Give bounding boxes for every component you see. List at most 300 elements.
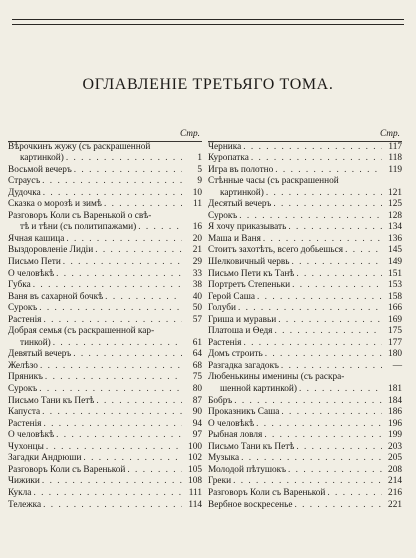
leader-dots: [263, 234, 382, 246]
toc-entry: [208, 326, 402, 338]
toc-entry-line: [8, 222, 202, 234]
toc-entry: [208, 419, 402, 431]
toc-entry-title: картинкой): [20, 153, 64, 164]
toc-entry-line: [8, 338, 202, 350]
toc-entry-line: [8, 315, 202, 327]
toc-entry: [208, 465, 402, 477]
toc-entry: [8, 384, 202, 396]
leader-dots: [288, 222, 382, 234]
leader-dots: [53, 338, 182, 350]
toc-entry-page: 153: [388, 280, 402, 291]
toc-entry-title: Сурокъ: [208, 210, 238, 221]
toc-entry-title: Стѣнные часы (съ раскрашенной: [208, 176, 339, 187]
toc-entry-title: Добрая семья (съ раскрашенной кар-: [8, 326, 155, 337]
leader-dots: [43, 315, 182, 327]
toc-entry-page: 57: [192, 314, 202, 325]
toc-entry-page: 134: [388, 222, 402, 233]
toc-entry-title: Письмо Пети: [8, 257, 61, 268]
toc-entry-page: 205: [388, 453, 402, 464]
toc-entry-line: [208, 500, 402, 512]
leader-dots: [296, 442, 382, 454]
toc-entry-page: 121: [388, 187, 402, 198]
toc-entry-line: [8, 245, 202, 257]
toc-entry-line: [8, 303, 202, 315]
toc-entry-title: Девятый вечеръ: [8, 349, 72, 360]
leader-dots: [73, 349, 182, 361]
leader-dots: [281, 361, 382, 373]
toc-entry: [208, 165, 402, 177]
toc-entry: [208, 222, 402, 234]
toc-entry: [8, 199, 202, 211]
toc-entry: [208, 199, 402, 211]
leader-dots: [296, 269, 382, 281]
leader-dots: [234, 396, 382, 408]
leader-dots: [281, 407, 382, 419]
toc-entry: [8, 396, 202, 408]
toc-entry-page: 203: [388, 441, 402, 452]
toc-entry-line: [208, 165, 402, 177]
toc-entry-line: [8, 269, 202, 281]
toc-entry-page: 105: [188, 464, 202, 475]
toc-entry: [8, 142, 202, 165]
toc-entry-line: [208, 315, 402, 327]
leader-dots: [138, 222, 182, 234]
toc-entry: [8, 465, 202, 477]
leader-dots: [257, 292, 382, 304]
toc-entry-page: 166: [388, 303, 402, 314]
toc-entry-line: [208, 245, 402, 257]
toc-entry-page: 61: [192, 337, 202, 348]
leader-dots: [42, 407, 182, 419]
toc-entry-page: 100: [188, 441, 202, 452]
toc-entry-line: [208, 372, 402, 384]
toc-entry-line: [208, 280, 402, 292]
leader-dots: [45, 372, 182, 384]
toc-entry-page: 145: [388, 245, 402, 256]
toc-entry-title: Шелковичный червь: [208, 257, 290, 268]
toc-entry-title: Дудочка: [8, 187, 41, 198]
toc-entry-line: [8, 142, 202, 154]
toc-entry-title: шенной картинкой): [220, 384, 297, 395]
toc-entry-title: Черника: [208, 141, 242, 152]
leader-dots: [243, 338, 382, 350]
leader-dots: [256, 419, 382, 431]
toc-entry-title: Письмо Тани къ Петѣ: [8, 395, 95, 406]
toc-entry-page: 38: [192, 280, 202, 291]
toc-entry-line: [208, 176, 402, 188]
leader-dots: [292, 280, 382, 292]
toc-entry-page: 9: [197, 176, 202, 187]
toc-entry-title: Стоитъ захотѣть, всего добьешься: [208, 245, 344, 256]
toc-entry: [208, 500, 402, 512]
leader-dots: [66, 153, 182, 165]
toc-entry: [208, 211, 402, 223]
toc-entry-title: Маша и Ваня: [208, 233, 261, 244]
toc-entry-title: Пряникъ: [8, 372, 43, 383]
toc-entry-line: [8, 465, 202, 477]
leader-dots: [278, 315, 382, 327]
leader-dots: [243, 142, 382, 154]
toc-entry: [208, 488, 402, 500]
leader-dots: [33, 280, 182, 292]
toc-entry-title: Гриша и муравьи: [208, 314, 277, 325]
toc-entry-line: [208, 257, 402, 269]
toc-entry: [8, 442, 202, 454]
leader-dots: [43, 500, 182, 512]
toc-entry-page: 118: [388, 153, 402, 164]
toc-entry-page: 180: [388, 349, 402, 360]
toc-entries-left: [8, 142, 202, 512]
toc-entry: [208, 453, 402, 465]
toc-entry-line: [8, 430, 202, 442]
leader-dots: [275, 165, 382, 177]
toc-entry-title: Греки: [208, 476, 232, 487]
toc-entry-page: 11: [193, 199, 202, 210]
toc-entry-line: [208, 442, 402, 454]
leader-dots: [83, 453, 182, 465]
toc-entry-line: [8, 165, 202, 177]
toc-entry-line: [208, 142, 402, 154]
toc-entry-line: [208, 326, 402, 338]
toc-entry: [8, 372, 202, 384]
toc-entry-line: [8, 326, 202, 338]
toc-entry-page: 149: [388, 257, 402, 268]
toc-entry-line: [8, 384, 202, 396]
toc-entry-title: Портретъ Степеньки: [208, 280, 291, 291]
leader-dots: [42, 476, 182, 488]
toc-entry-page: —: [392, 360, 402, 371]
toc-entry: [8, 188, 202, 200]
toc-entry-line: [8, 396, 202, 408]
toc-entry-line: [208, 384, 402, 396]
toc-entry-page: 199: [388, 430, 402, 441]
toc-entry-page: 119: [388, 164, 402, 175]
leader-dots: [43, 188, 182, 200]
toc-entry-line: [8, 292, 202, 304]
leader-dots: [238, 303, 382, 315]
page-title: ОГЛАВЛЕНІЕ ТРЕТЬЯГО ТОМА.: [82, 76, 334, 93]
leader-dots: [43, 419, 182, 431]
toc-entry-page: 208: [388, 464, 402, 475]
toc-entry-page: 21: [192, 245, 202, 256]
toc-entry-title: Растенія: [8, 418, 42, 429]
toc-entry-title: Вербное воскресенье: [208, 499, 293, 510]
toc-entry-line: [208, 453, 402, 465]
leader-dots: [66, 234, 182, 246]
toc-entry-page: 216: [388, 487, 402, 498]
toc-entry-page: 181: [388, 384, 402, 395]
leader-dots: [40, 361, 182, 373]
toc-entry-title: Письмо Пети къ Танѣ: [208, 268, 295, 279]
toc-entry: [8, 326, 202, 349]
toc-entry-line: [8, 234, 202, 246]
toc-entry-page: 90: [192, 407, 202, 418]
toc-entry-line: [8, 211, 202, 223]
toc-entry: [208, 396, 402, 408]
toc-entry-page: 5: [197, 164, 202, 175]
toc-entry-line: [8, 488, 202, 500]
toc-entry-page: 1: [197, 153, 202, 164]
toc-entry-page: 214: [388, 476, 402, 487]
toc-entry-line: [208, 361, 402, 373]
leader-dots: [105, 292, 182, 304]
toc-entry-title: Бобръ: [208, 395, 233, 406]
toc-entry-title: Платоша и Ѳедя: [208, 326, 273, 337]
toc-entry: [208, 292, 402, 304]
leader-dots: [233, 476, 382, 488]
toc-entry-title: Растенія: [208, 337, 242, 348]
toc-entry: [8, 476, 202, 488]
leader-dots: [33, 488, 182, 500]
toc-entry-page: 33: [192, 268, 202, 279]
toc-entry-title: Десятый вечеръ: [208, 199, 272, 210]
toc-entry: [208, 338, 402, 350]
toc-entry-page: 102: [188, 453, 202, 464]
toc-entry-title: О человѣкѣ: [8, 430, 55, 441]
toc-entry: [8, 488, 202, 500]
toc-entry-title: Письмо Тани къ Петѣ: [208, 441, 295, 452]
toc-entry-line: [8, 199, 202, 211]
toc-entry: [8, 453, 202, 465]
toc-entry-page: 10: [192, 187, 202, 198]
toc-entry-title: Сурокъ: [8, 303, 38, 314]
leader-dots: [127, 465, 182, 477]
toc-entry-line: [208, 338, 402, 350]
toc-entry-title: Куропатка: [208, 153, 249, 164]
top-rule: [12, 19, 404, 20]
toc-entry: [8, 303, 202, 315]
leader-dots: [39, 303, 182, 315]
toc-entry-line: [208, 292, 402, 304]
toc-entry: [8, 269, 202, 281]
toc-entry-line: [8, 419, 202, 431]
leader-dots: [294, 500, 382, 512]
leader-dots: [288, 465, 382, 477]
toc-entry-page: 175: [388, 326, 402, 337]
toc-entry: [208, 303, 402, 315]
leader-dots: [266, 188, 382, 200]
toc-entry: [208, 234, 402, 246]
toc-entry: [8, 349, 202, 361]
toc-entry-title: Разгадка загадокъ: [208, 360, 279, 371]
toc-entry: [208, 476, 402, 488]
leader-dots: [345, 245, 382, 257]
toc-entry-title: тѣ и тѣни (съ политипажами): [20, 222, 137, 233]
toc-entry-page: 75: [192, 372, 202, 383]
toc-entry-line: [208, 488, 402, 500]
toc-entry-page: 177: [388, 337, 402, 348]
leader-dots: [291, 257, 382, 269]
leader-dots: [39, 384, 182, 396]
toc-entry-line: [8, 176, 202, 188]
toc-entry-title: Вѣрочкинъ жужу (съ раскрашенной: [8, 141, 151, 152]
toc-entry-line: [208, 188, 402, 200]
leader-dots: [95, 245, 182, 257]
toc-entry: [8, 292, 202, 304]
page-column-header: Стр.: [179, 129, 200, 139]
toc-entry-page: 125: [388, 199, 402, 210]
toc-entry-page: 184: [388, 395, 402, 406]
toc-entry: [8, 280, 202, 292]
toc-entry-title: Страусъ: [8, 176, 41, 187]
toc-entry-title: Ваня въ сахарной бочкѣ: [8, 291, 104, 302]
toc-entry-page: 111: [188, 487, 202, 498]
toc-entry-line: [208, 349, 402, 361]
toc-entry: [8, 165, 202, 177]
toc-entry-line: [208, 430, 402, 442]
toc-column-left: [8, 129, 202, 511]
toc-entry-title: Сурокъ: [8, 384, 38, 395]
toc-entry-line: [208, 211, 402, 223]
toc-entry-title: Голуби: [208, 303, 236, 314]
toc-entry-title: Игра въ полотно: [208, 164, 274, 175]
leader-dots: [63, 257, 182, 269]
toc-entry-title: картинкой): [220, 187, 264, 198]
toc-entry: [8, 430, 202, 442]
toc-entry: [208, 280, 402, 292]
leader-dots: [46, 442, 182, 454]
toc-entry-page: 50: [192, 303, 202, 314]
toc-entry: [208, 361, 402, 373]
toc-entry-title: Восьмой вечеръ: [8, 164, 72, 175]
toc-entry-line: [8, 153, 202, 165]
leader-dots: [265, 349, 382, 361]
toc-entry: [8, 176, 202, 188]
toc-entry-title: Молодой пѣтушокъ: [208, 464, 287, 475]
toc-entry-title: Желѣзо: [8, 360, 38, 371]
toc-entry-page: 16: [192, 222, 202, 233]
toc-entry-page: 108: [188, 476, 202, 487]
toc-entry-title: Чижики: [8, 476, 40, 487]
toc-entry-page: 186: [388, 407, 402, 418]
leader-dots: [56, 430, 182, 442]
toc-entry-page: 40: [192, 291, 202, 302]
toc-entry-line: [208, 199, 402, 211]
toc-entry: [208, 176, 402, 199]
toc-entry-title: Растенія: [8, 314, 42, 325]
toc-entry-page: 29: [192, 257, 202, 268]
toc-entry: [208, 142, 402, 154]
toc-entry-title: О человѣкѣ: [8, 268, 55, 279]
leader-dots: [264, 430, 382, 442]
toc-entry-line: [208, 269, 402, 281]
toc-entry-title: Рыбная ловля: [208, 430, 263, 441]
leader-dots: [299, 384, 382, 396]
toc-entry-title: Капуста: [8, 407, 41, 418]
toc-entry-title: Разговоръ Коли съ Варенькой: [208, 487, 326, 498]
leader-dots: [274, 326, 382, 338]
toc-entry-title: Загадки Андрюши: [8, 453, 82, 464]
leader-dots: [104, 199, 182, 211]
toc-entry-page: 196: [388, 418, 402, 429]
toc-entry-title: Ячная кашица: [8, 233, 65, 244]
toc-entry: [208, 315, 402, 327]
toc-entry-title: Тележка: [8, 499, 42, 510]
toc-entry-page: 97: [192, 430, 202, 441]
toc-entry-page: 114: [188, 499, 202, 510]
toc-entry-line: [8, 257, 202, 269]
toc-column-right: [208, 129, 402, 511]
leader-dots: [74, 165, 182, 177]
toc-entry-page: 87: [192, 395, 202, 406]
toc-entry-title: Сказка о морозѣ и зимѣ: [8, 199, 102, 210]
leader-dots: [56, 269, 182, 281]
toc-entry-line: [208, 234, 402, 246]
toc-entry-line: [8, 349, 202, 361]
toc-entry-line: [8, 442, 202, 454]
toc-entry-title: Домъ строить: [208, 349, 263, 360]
toc-entry: [208, 153, 402, 165]
toc-entry-page: 20: [192, 233, 202, 244]
toc-entry-title: Разговоръ Коли съ Варенькой о свѣ-: [8, 210, 152, 221]
toc-entry-line: [8, 453, 202, 465]
toc-entry-line: [208, 303, 402, 315]
toc-entry-line: [8, 361, 202, 373]
toc-entry: [208, 245, 402, 257]
toc-entry-page: 169: [388, 314, 402, 325]
toc-entry-title: Любенькины именины (съ раскра-: [208, 372, 345, 383]
toc-entry-line: [8, 188, 202, 200]
toc-entries-right: [208, 142, 402, 512]
toc-entry-page: 151: [388, 268, 402, 279]
toc-entry-line: [208, 407, 402, 419]
toc-entry-title: Герой Саша: [208, 291, 256, 302]
leader-dots: [42, 176, 182, 188]
top-rule-thin: [12, 24, 404, 25]
toc-entry-line: [8, 407, 202, 419]
toc-entry: [208, 257, 402, 269]
toc-entry-page: 128: [388, 210, 402, 221]
toc-entry-title: Кукла: [8, 487, 32, 498]
toc-entry-title: Выздоровленіе Лидіи: [8, 245, 94, 256]
toc-entry-line: [8, 280, 202, 292]
leader-dots: [239, 211, 382, 223]
leader-dots: [241, 453, 382, 465]
toc-entry: [8, 234, 202, 246]
toc-entry: [8, 257, 202, 269]
toc-entry: [8, 315, 202, 327]
leader-dots: [273, 199, 382, 211]
toc-entry: [8, 500, 202, 512]
toc-entry-line: [208, 153, 402, 165]
toc-entry-line: [8, 476, 202, 488]
toc-entry-title: Музыка: [208, 453, 240, 464]
toc-entry: [8, 245, 202, 257]
toc-entry-line: [8, 500, 202, 512]
toc-entry-title: О человѣкѣ: [208, 418, 255, 429]
toc-entry-page: 136: [388, 233, 402, 244]
toc-entry-page: 94: [192, 418, 202, 429]
toc-entry: [8, 419, 202, 431]
toc-entry-line: [208, 419, 402, 431]
toc-entry-page: 68: [192, 360, 202, 371]
toc-entry-title: тинкой): [20, 337, 51, 348]
leader-dots: [96, 396, 182, 408]
toc-entry-line: [8, 372, 202, 384]
toc-entry-page: 80: [192, 384, 202, 395]
toc-entry: [8, 407, 202, 419]
toc-entry-line: [208, 465, 402, 477]
leader-dots: [327, 488, 382, 500]
toc-entry-line: [208, 476, 402, 488]
toc-entry: [208, 442, 402, 454]
toc-entry-line: [208, 222, 402, 234]
toc-entry-title: Губка: [8, 280, 31, 291]
toc-entry-page: 117: [388, 141, 402, 152]
toc-entry-page: 221: [388, 499, 402, 510]
toc-entry: [208, 407, 402, 419]
toc-entry: [208, 372, 402, 395]
